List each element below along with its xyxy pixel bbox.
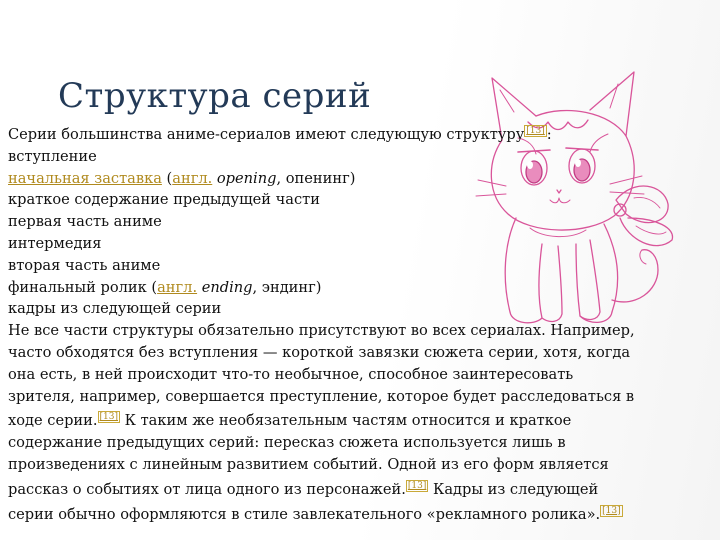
list-item: краткое содержание предыдущей части [8,191,320,209]
citation-link[interactable]: [13] [602,505,621,516]
intro-text: Серии большинства аниме-сериалов имеют следующую структуру [8,126,525,143]
list-item [8,277,673,299]
paragraph-line: произведениях с линейным развитием событий. Одной из его форм является [8,455,609,473]
list-item [8,168,673,190]
paragraph-line: Не все части структуры обязательно присутствуют во всех сериалах. Например, [8,322,635,340]
paragraph-line [8,476,673,501]
paragraph-text: рассказ о событиях от лица одного из персонажей. [8,480,406,498]
paragraph-line [8,407,673,432]
paren-open: ( [161,169,173,187]
lang-link[interactable]: англ. [172,169,213,187]
list-item: вторая часть аниме [8,256,161,274]
paragraph-text: Кадры из следующей [428,480,599,498]
citation-link[interactable]: [13] [99,412,119,423]
opening-link[interactable]: начальная заставка [8,169,162,187]
opening-rest: , опенинг) [276,169,356,187]
intro-line [8,121,673,146]
slide-title: Структура серий [58,76,372,116]
list-item: кадры из следующей серии [8,300,222,318]
paragraph-line [8,501,673,526]
citation-link[interactable]: [13] [407,480,427,491]
paragraph-line: она есть, в ней происходит что-то необычное, способное заинтересовать [8,365,574,383]
paragraph-text: серии обычно оформляются в стиле завлекательного «рекламного ролика». [8,505,601,523]
opening-term: opening [216,169,277,187]
list-item: интермедия [8,234,102,252]
paragraph-line: часто обходятся без вступления — короткой завязки сюжета серии, хотя, когда [8,343,631,361]
ending-term: ending [201,278,253,296]
paragraph-line: зрителя, например, совершается преступление, которое будет расследоваться в [8,387,635,405]
list-item: первая часть аниме [8,213,162,231]
intro-end: : [546,126,552,143]
slide-body [8,121,673,525]
citation-link[interactable]: [13] [526,126,545,136]
ending-rest: , эндинг) [252,278,322,296]
ending-text: финальный ролик ( [8,278,158,296]
paragraph-line: содержание предыдущих серий: пересказ сюжета используется лишь в [8,434,566,452]
paragraph-text: К таким же необязательным частям относится и краткое [120,412,572,430]
list-item: вступление [8,147,97,165]
paragraph-text: ходе серии. [8,412,98,430]
lang-link[interactable]: англ. [157,278,198,296]
